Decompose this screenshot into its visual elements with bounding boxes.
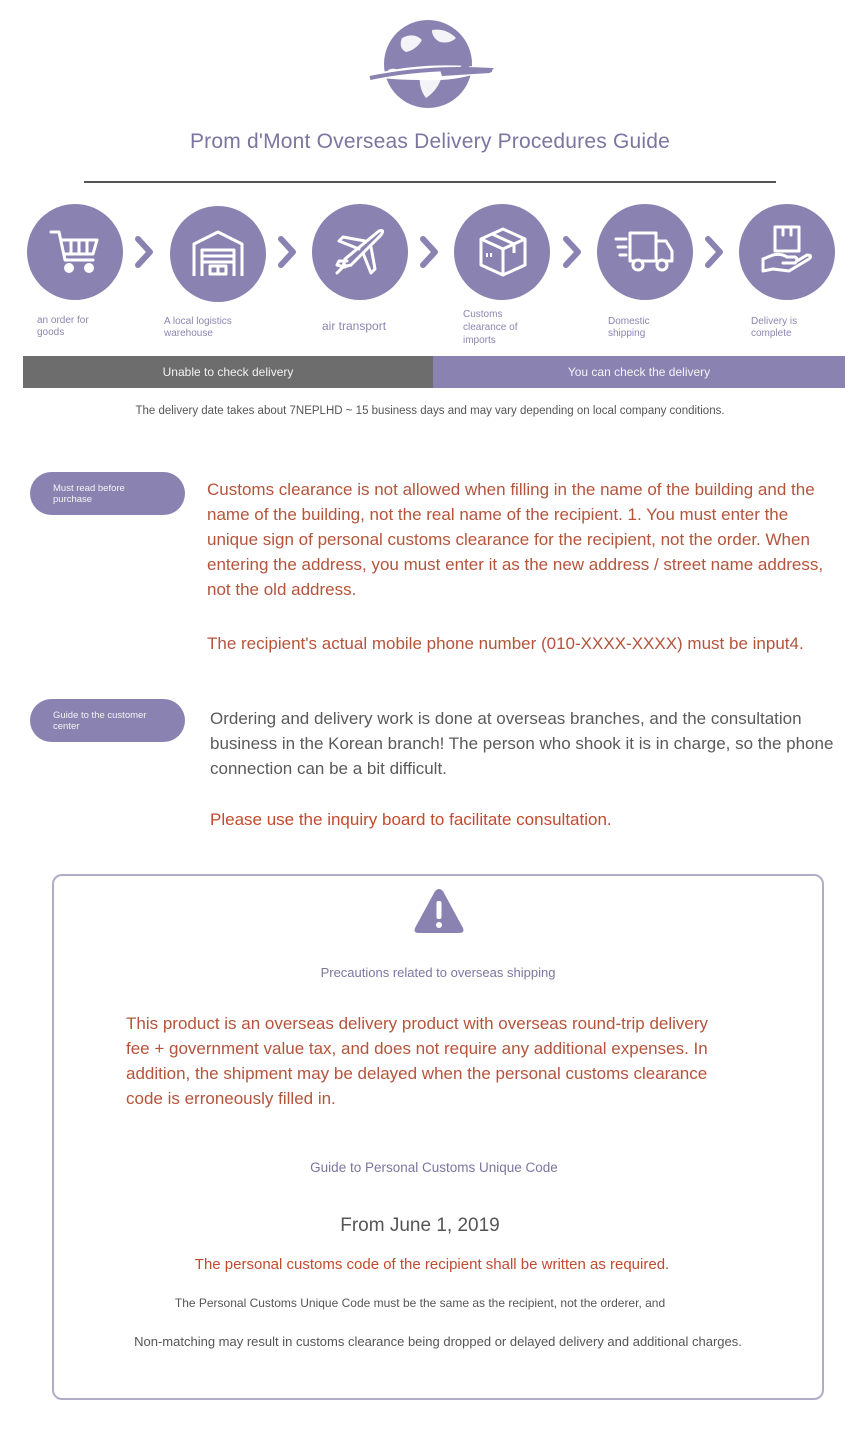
delivery-truck-icon xyxy=(614,227,676,277)
precautions-text: This product is an overseas delivery product with overseas round-trip delivery fee + government value tax, and does not require any additional expenses. In addition, the shipment may be delayed when the personal customs clearance code is erroneously filled in. xyxy=(126,1014,709,1108)
step-label-complete: Delivery is complete xyxy=(751,316,798,339)
step-domestic-circle xyxy=(597,204,693,300)
precautions-box xyxy=(52,874,824,1400)
package-box-icon xyxy=(473,223,531,281)
step-label-warehouse: A local logistics warehouse xyxy=(164,316,232,339)
step-customs-circle xyxy=(454,204,550,300)
globe-airplane-logo xyxy=(362,16,498,114)
customer-center-text: Ordering and delivery work is done at overseas branches, and the consultation business in the Korean branch! The person who shook it is in charge, so the phone connection can be a bit difficult. xyxy=(210,709,834,778)
airplane-icon xyxy=(331,223,389,281)
step-warehouse-circle xyxy=(170,206,266,302)
phone-number-note: The recipient's actual mobile phone number (010-XXXX-XXXX) must be input4. xyxy=(207,634,804,653)
effective-date: From June 1, 2019 xyxy=(340,1215,500,1236)
shopping-cart-icon xyxy=(47,224,103,280)
step-label-customs: Customs clearance of imports xyxy=(463,309,518,346)
chevron-right-icon xyxy=(703,232,727,272)
step-order-circle xyxy=(27,204,123,300)
inquiry-board-note: Please use the inquiry board to facilitate consultation. xyxy=(210,810,612,829)
step-air-circle xyxy=(312,204,408,300)
must-read-badge: Must read before purchase xyxy=(30,472,185,515)
delivery-date-note: The delivery date takes about 7NEPLHD ~ 15 business days and may vary depending on local company conditions. xyxy=(135,405,725,417)
chevron-right-icon xyxy=(133,232,157,272)
chevron-right-icon xyxy=(561,232,585,272)
status-can-check: You can check the delivery xyxy=(433,356,845,388)
must-read-text: Customs clearance is not allowed when filling in the name of the building and the name of the building, not the real name of the recipient. 1. You must enter the unique sign of personal customs clearance for the recipient, not the order. When entering the address, you must enter it as the new address / street name address, not the old address. xyxy=(207,480,824,599)
warning-triangle-icon xyxy=(412,886,466,936)
page-title: Prom d'Mont Overseas Delivery Procedures Guide xyxy=(189,130,671,153)
box-in-hand-icon xyxy=(759,223,815,281)
step-label-air: air transport xyxy=(322,319,387,333)
chevron-right-icon xyxy=(276,232,300,272)
same-as-recipient-note: The Personal Customs Unique Code must be the same as the recipient, not the orderer, and xyxy=(174,1296,666,1310)
customs-code-guide-title: Guide to Personal Customs Unique Code xyxy=(310,1160,558,1175)
precautions-title: Precautions related to overseas shipping xyxy=(320,965,556,980)
mismatch-note: Non-matching may result in customs clearance being dropped or delayed delivery and additional charges. xyxy=(134,1334,742,1349)
warehouse-icon xyxy=(188,226,248,282)
step-complete-circle xyxy=(739,204,835,300)
title-divider xyxy=(84,181,776,183)
customs-code-required: The personal customs code of the recipient shall be written as required. xyxy=(194,1256,670,1273)
customer-center-badge: Guide to the customer center xyxy=(30,699,185,742)
chevron-right-icon xyxy=(418,232,442,272)
step-label-order: an order for goods xyxy=(37,315,89,338)
status-unable-to-check: Unable to check delivery xyxy=(23,356,433,388)
step-label-domestic: Domestic shipping xyxy=(608,316,650,339)
